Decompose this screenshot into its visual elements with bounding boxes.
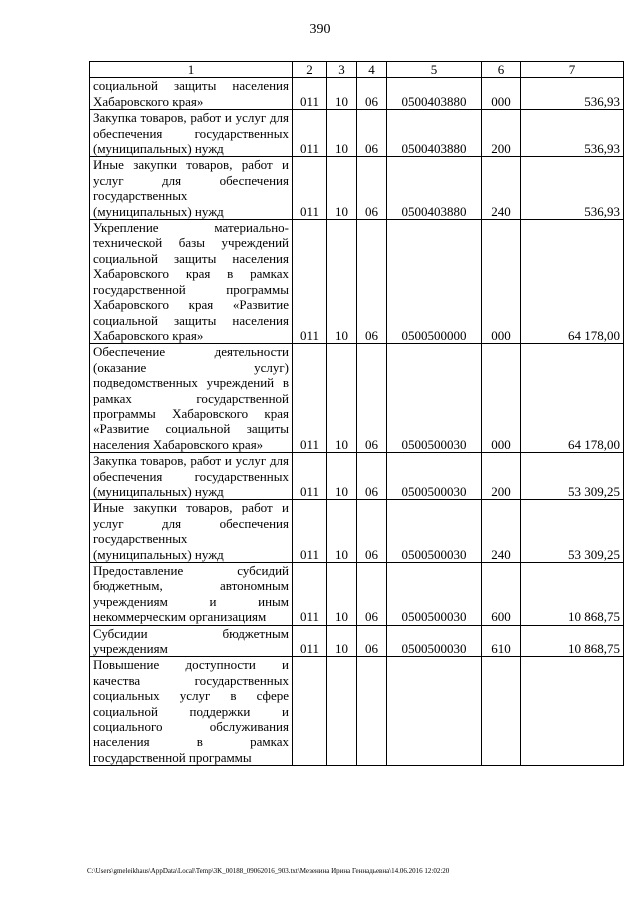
cell-amount: 536,93 — [521, 78, 624, 110]
page-number: 390 — [309, 22, 331, 37]
cell-amount: 64 178,00 — [521, 344, 624, 453]
cell-amount — [521, 657, 624, 766]
column-header: 7 — [521, 62, 624, 78]
table-row — [90, 78, 624, 110]
cell-section: 10 — [327, 220, 357, 344]
row-name: Укрепление материально-технической базы учреждений социальной защиты населения Хабаровского края в рамках государственной программы Хабаровского края «Развитие социальной защиты населения Хабаровского края» — [90, 220, 293, 344]
cell-target-code: 0500403880 — [387, 78, 482, 110]
row-name: социальной защиты населения Хабаровского края» — [90, 78, 293, 110]
cell-subsection: 06 — [357, 78, 387, 110]
file-path-footer: C:\Users\gmeleikhaus\AppData\Local\Temp\3K_00188_09062016_903.txt\Мезенина Ирина Геннадьевна\14.06.2016 12:02:20 — [87, 867, 450, 875]
column-header: 5 — [387, 62, 482, 78]
row-name: Закупка товаров, работ и услуг для обеспечения государственных (муниципальных) нужд — [90, 453, 293, 500]
cell-target-code: 0500500030 — [387, 344, 482, 453]
cell-amount: 64 178,00 — [521, 220, 624, 344]
cell-subsection: 06 — [357, 157, 387, 220]
cell-section: 10 — [327, 344, 357, 453]
cell-section: 10 — [327, 500, 357, 563]
cell-expense-type: 000 — [482, 344, 521, 453]
row-name: Предоставление субсидий бюджетным, автономным учреждениям и иным некоммерческим организациям — [90, 563, 293, 626]
cell-expense-type: 200 — [482, 453, 521, 500]
cell-ministry: 011 — [293, 344, 327, 453]
table-row — [90, 344, 624, 453]
cell-expense-type: 610 — [482, 625, 521, 657]
table-row — [90, 220, 624, 344]
column-header: 1 — [90, 62, 293, 78]
cell-subsection: 06 — [357, 625, 387, 657]
cell-target-code: 0500500000 — [387, 220, 482, 344]
table-row — [90, 625, 624, 657]
table-row — [90, 453, 624, 500]
row-name: Обеспечение деятельности (оказание услуг) подведомственных учреждений в рамках государственной программы Хабаровского края «Развитие социальной защиты населения Хабаровского края» — [90, 344, 293, 453]
cell-ministry: 011 — [293, 78, 327, 110]
cell-subsection: 06 — [357, 563, 387, 626]
cell-amount: 10 868,75 — [521, 625, 624, 657]
cell-subsection: 06 — [357, 110, 387, 157]
cell-amount: 536,93 — [521, 157, 624, 220]
cell-target-code: 0500403880 — [387, 157, 482, 220]
cell-section: 10 — [327, 453, 357, 500]
table-row — [90, 110, 624, 157]
cell-ministry: 011 — [293, 110, 327, 157]
cell-ministry: 011 — [293, 563, 327, 626]
cell-section: 10 — [327, 78, 357, 110]
table-row — [90, 157, 624, 220]
cell-target-code: 0500403880 — [387, 110, 482, 157]
cell-amount: 53 309,25 — [521, 453, 624, 500]
cell-expense-type: 000 — [482, 78, 521, 110]
cell-section: 10 — [327, 110, 357, 157]
cell-subsection: 06 — [357, 220, 387, 344]
cell-section: 10 — [327, 563, 357, 626]
cell-section: 10 — [327, 625, 357, 657]
cell-ministry — [293, 657, 327, 766]
column-header: 4 — [357, 62, 387, 78]
row-name: Субсидии бюджетным учреждениям — [90, 625, 293, 657]
header-row — [90, 62, 624, 78]
row-name: Закупка товаров, работ и услуг для обеспечения государственных (муниципальных) нужд — [90, 110, 293, 157]
row-name: Иные закупки товаров, работ и услуг для обеспечения государственных (муниципальных) нужд — [90, 157, 293, 220]
cell-expense-type: 600 — [482, 563, 521, 626]
cell-ministry: 011 — [293, 157, 327, 220]
cell-section — [327, 657, 357, 766]
column-header: 2 — [293, 62, 327, 78]
cell-expense-type: 000 — [482, 220, 521, 344]
cell-amount: 10 868,75 — [521, 563, 624, 626]
cell-section: 10 — [327, 157, 357, 220]
cell-ministry: 011 — [293, 625, 327, 657]
row-name: Иные закупки товаров, работ и услуг для обеспечения государственных (муниципальных) нужд — [90, 500, 293, 563]
cell-amount: 536,93 — [521, 110, 624, 157]
cell-target-code: 0500500030 — [387, 500, 482, 563]
table-row — [90, 657, 624, 766]
table-row — [90, 563, 624, 626]
cell-subsection: 06 — [357, 453, 387, 500]
cell-expense-type: 240 — [482, 500, 521, 563]
cell-target-code: 0500500030 — [387, 563, 482, 626]
cell-ministry: 011 — [293, 453, 327, 500]
cell-ministry: 011 — [293, 220, 327, 344]
cell-target-code — [387, 657, 482, 766]
column-header: 3 — [327, 62, 357, 78]
cell-target-code: 0500500030 — [387, 453, 482, 500]
cell-subsection: 06 — [357, 344, 387, 453]
cell-amount: 53 309,25 — [521, 500, 624, 563]
cell-target-code: 0500500030 — [387, 625, 482, 657]
cell-expense-type — [482, 657, 521, 766]
budget-table — [89, 61, 624, 766]
row-name: Повышение доступности и качества государственных социальных услуг в сфере социальной поддержки и социального обслуживания населения в рамках государственной программы — [90, 657, 293, 766]
table-row — [90, 500, 624, 563]
cell-subsection — [357, 657, 387, 766]
cell-expense-type: 200 — [482, 110, 521, 157]
cell-subsection: 06 — [357, 500, 387, 563]
cell-expense-type: 240 — [482, 157, 521, 220]
column-header: 6 — [482, 62, 521, 78]
cell-ministry: 011 — [293, 500, 327, 563]
